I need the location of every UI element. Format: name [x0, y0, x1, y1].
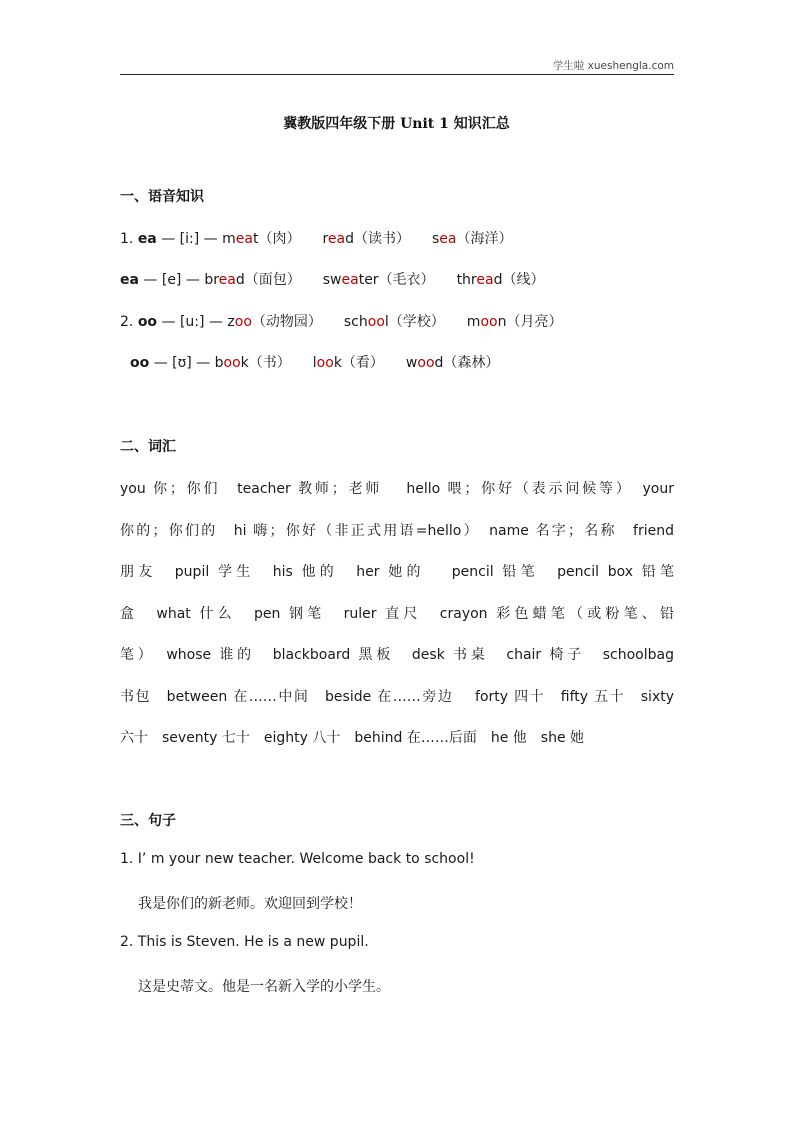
- example-word-part: z: [227, 314, 235, 330]
- example-word-translation: （动物园）: [251, 314, 322, 330]
- example-word-part: m: [222, 231, 236, 247]
- vocabulary-line: 你的；你们的 hi 嗨；你好（非正式用语=hello） name 名字；名称 friend: [120, 522, 674, 539]
- example-word-part: k: [333, 355, 342, 371]
- example-word-part: sch: [343, 314, 368, 330]
- phonics-dash: —: [149, 355, 173, 371]
- example-word-highlight: ea: [218, 272, 236, 288]
- example-word-translation: （月亮）: [506, 314, 563, 330]
- example-word-part: k: [240, 355, 249, 371]
- example-word-translation: （线）: [502, 272, 545, 288]
- example-word-translation: （学校）: [388, 314, 445, 330]
- example-word-part: d: [345, 231, 354, 247]
- example-word-part: d: [434, 355, 444, 371]
- phonics-number: 2.: [120, 314, 138, 330]
- example-word-highlight: ea: [327, 231, 346, 247]
- phonetic-symbol: [i:]: [179, 231, 200, 247]
- example-word-highlight: oo: [367, 314, 385, 330]
- example-word-part: ter: [358, 272, 379, 288]
- example-word-highlight: oo: [223, 355, 241, 371]
- example-word-part: r: [322, 231, 328, 247]
- sentence-cn-1: 我是你们的新老师。欢迎回到学校！: [138, 896, 362, 912]
- phonics-letters: oo: [137, 314, 158, 330]
- phonics-row: [130, 352, 499, 372]
- phonics-dash: —: [204, 314, 228, 330]
- example-word-highlight: ea: [439, 231, 457, 247]
- example-word-highlight: ea: [476, 272, 494, 288]
- phonics-row: [120, 269, 544, 289]
- example-word-part: l: [384, 314, 389, 330]
- vocabulary-line: 六十 seventy 七十 eighty 八十 behind 在……后面 he 他 she 她: [120, 730, 585, 746]
- phonetic-symbol: [u:]: [179, 314, 205, 330]
- example-word-translation: （毛衣）: [378, 272, 435, 288]
- example-word-part: t: [252, 231, 259, 247]
- page-header: [120, 57, 674, 75]
- example-word-translation: （肉）: [258, 231, 301, 247]
- sentence-en-2: 2. This is Steven. He is a new pupil.: [120, 934, 369, 950]
- example-word-translation: （面包）: [244, 272, 301, 288]
- example-word-highlight: oo: [316, 355, 334, 371]
- section-heading-sentences: 三、句子: [120, 813, 176, 829]
- vocabulary-line: 笔） whose 谁的 blackboard 黑板 desk 书桌 chair 椅子 schoolbag: [120, 647, 674, 663]
- document-title: 冀教版四年级下册 Unit 1 知识汇总: [283, 116, 510, 132]
- example-word-part: d: [493, 272, 503, 288]
- example-word-translation: （看）: [341, 355, 384, 371]
- phonics-dash: —: [199, 231, 223, 247]
- example-word-part: w: [405, 355, 418, 371]
- example-word-highlight: ea: [341, 272, 359, 288]
- section-heading-phonics: 一、语音知识: [120, 189, 204, 205]
- phonics-dash: —: [156, 231, 180, 247]
- example-word-part: sw: [322, 272, 342, 288]
- example-word-part: d: [235, 272, 245, 288]
- phonics-dash: —: [157, 314, 180, 330]
- example-word-translation: （海洋）: [456, 231, 513, 247]
- vocabulary-line: 书包 between 在……中间 beside 在……旁边 forty 四十 fifty 五十 sixty: [120, 688, 674, 705]
- vocabulary-line: you 你；你们 teacher 教师；老师 hello 喂；你好（表示问候等） your: [120, 481, 674, 497]
- example-word-translation: （读书）: [354, 231, 410, 247]
- sentence-en-1: 1. I’ m your new teacher. Welcome back to school!: [120, 851, 475, 867]
- example-word-part: thr: [456, 272, 477, 288]
- phonics-row: [120, 228, 513, 248]
- phonics-letters: ea: [120, 272, 139, 288]
- example-word-highlight: ea: [235, 231, 253, 247]
- section-heading-vocabulary: 二、词汇: [120, 439, 176, 455]
- phonics-row: [120, 311, 562, 331]
- example-word-highlight: oo: [417, 355, 435, 371]
- phonics-number: 1.: [120, 231, 138, 247]
- phonics-dash: —: [191, 355, 215, 371]
- vocabulary-line: 朋友 pupil 学生 his 他的 her 她的 pencil 铅笔 pencil box 铅笔: [120, 564, 674, 580]
- phonics-letters: ea: [137, 231, 157, 247]
- phonetic-symbol: [ʊ]: [172, 355, 192, 371]
- example-word-part: n: [497, 314, 507, 330]
- example-word-translation: （森林）: [443, 355, 500, 371]
- phonics-letters: oo: [130, 355, 150, 371]
- example-word-part: m: [466, 314, 481, 330]
- example-word-part: s: [432, 231, 440, 247]
- example-word-highlight: oo: [480, 314, 498, 330]
- phonics-dash: —: [138, 272, 162, 288]
- phonetic-symbol: [e]: [161, 272, 182, 288]
- example-word-part: br: [204, 272, 219, 288]
- example-word-part: l: [312, 355, 317, 371]
- header-site-text: 学生啦 xueshengla.com: [552, 60, 674, 72]
- vocabulary-line: 盒 what 什么 pen 钢笔 ruler 直尺 crayon 彩色蜡笔（或粉笔、铅: [120, 605, 674, 622]
- example-word-translation: （书）: [248, 355, 291, 371]
- example-word-part: b: [214, 355, 224, 371]
- phonics-dash: —: [181, 272, 205, 288]
- example-word-highlight: oo: [234, 314, 252, 330]
- sentence-cn-2: 这是史蒂文。他是一名新入学的小学生。: [138, 979, 390, 995]
